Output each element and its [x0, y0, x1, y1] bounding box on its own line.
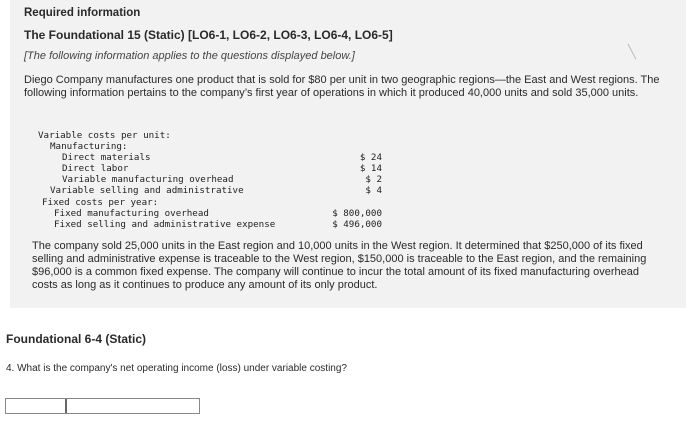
- direct-materials-value: $ 24: [359, 152, 382, 163]
- answer-label-cell[interactable]: [6, 399, 67, 413]
- variable-overhead-value: $ 2: [365, 174, 382, 185]
- question-text: 4. What is the company's net operating income (loss) under variable costing?: [6, 363, 347, 374]
- direct-labor-value: $ 14: [359, 163, 382, 174]
- fixed-overhead-label: Fixed manufacturing overhead: [54, 208, 209, 219]
- fixed-selling-label: Fixed selling and administrative expense: [54, 219, 276, 230]
- regional-sales-paragraph: The company sold 25,000 units in the East region and 10,000 units in the West region. It determined that $250,000 of its fixed selling and administrative expense is traceable to the West region, $150,000 is traceable to the East region, and the remaining $96,000 is a common fixed expense. The company will continue to incur the total amount of its fixed manufacturing overhead costs as long as it continues to produce any amount of its only product.: [32, 240, 647, 291]
- manufacturing-heading: Manufacturing:: [50, 141, 128, 152]
- instruction-note: [The following information applies to the questions displayed below.]: [24, 50, 355, 62]
- problem-title: The Foundational 15 (Static) [LO6-1, LO6-2, LO6-3, LO6-4, LO6-5]: [24, 28, 393, 42]
- direct-labor-label: Direct labor: [62, 163, 129, 174]
- section-title: Foundational 6-4 (Static): [6, 332, 147, 346]
- variable-selling-label: Variable selling and administrative: [50, 185, 244, 196]
- variable-costs-heading: Variable costs per unit:: [38, 130, 171, 141]
- fixed-overhead-value: $ 800,000: [332, 208, 382, 219]
- variable-overhead-label: Variable manufacturing overhead: [62, 174, 234, 185]
- intro-paragraph: Diego Company manufactures one product that is sold for $80 per unit in two geographic regions—the East and West regions. The following information pertains to the company’s first year of operations in which it produced 40,000 units and sold 35,000 units.: [24, 74, 660, 99]
- direct-materials-label: Direct materials: [62, 152, 151, 163]
- fixed-selling-value: $ 496,000: [332, 219, 382, 230]
- collapse-icon[interactable]: ╲: [628, 44, 636, 59]
- fixed-costs-heading: Fixed costs per year:: [42, 197, 159, 208]
- variable-selling-value: $ 4: [365, 185, 382, 196]
- answer-row: [5, 398, 200, 414]
- answer-input[interactable]: [67, 399, 199, 413]
- required-information-heading: Required information: [24, 7, 141, 19]
